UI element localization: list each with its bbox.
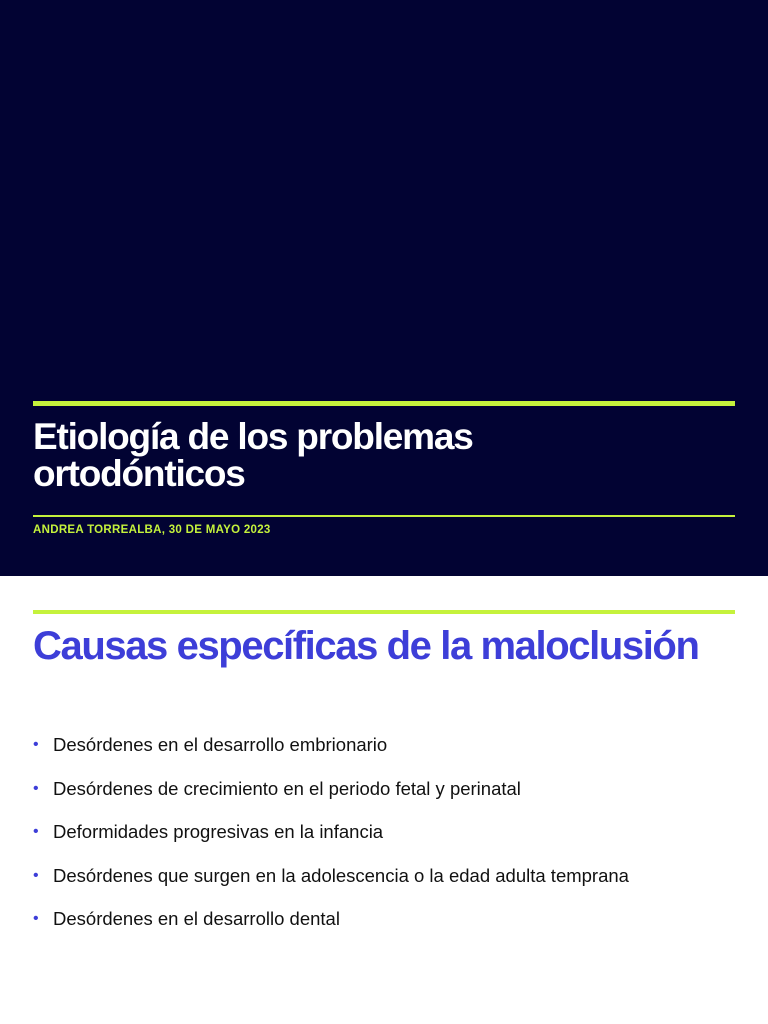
- list-item: [33, 863, 743, 907]
- bullet-dot-icon: •: [33, 736, 39, 753]
- content-accent-rule: [33, 610, 735, 614]
- list-item-text: Deformidades progresivas en la infancia: [53, 821, 384, 842]
- list-item: [33, 732, 743, 776]
- title-accent-rule: [33, 401, 735, 406]
- title-divider: [33, 515, 735, 517]
- list-item-text: Desórdenes que surgen en la adolescencia o la edad adulta temprana: [53, 864, 629, 886]
- section-heading: Causas específicas de la maloclusión: [33, 624, 699, 668]
- bullet-dot-icon: •: [33, 779, 39, 797]
- author-date: ANDREA TORREALBA, 30 DE MAYO 2023: [33, 524, 271, 536]
- deck-title-line-2: ortodónticos: [33, 453, 245, 494]
- list-item-text: Desórdenes en el desarrollo embrionario: [53, 734, 388, 755]
- list-item: [33, 819, 743, 863]
- list-item: [33, 906, 743, 950]
- bullet-dot-icon: •: [33, 910, 39, 927]
- content-slide: [0, 576, 768, 1024]
- bullet-list: [33, 732, 743, 950]
- list-item: [33, 776, 743, 820]
- bullet-dot-icon: •: [33, 823, 39, 840]
- bullet-dot-icon: •: [33, 866, 39, 884]
- deck-title-line-1: Etiología de los problemas: [33, 416, 473, 457]
- deck-title: [33, 418, 733, 492]
- list-item-text: Desórdenes de crecimiento en el periodo fetal y perinatal: [53, 777, 521, 799]
- list-item-text: Desórdenes en el desarrollo dental: [53, 908, 340, 929]
